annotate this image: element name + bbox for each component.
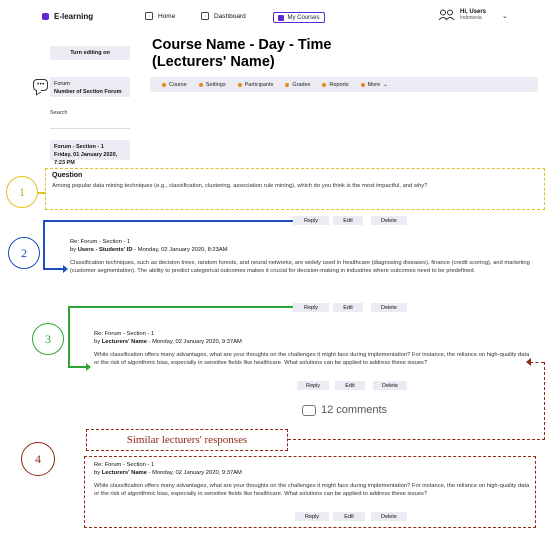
course-title-line1: Course Name - Day - Time <box>152 37 332 53</box>
tab-reports[interactable] <box>322 82 348 88</box>
reply-button[interactable] <box>297 381 329 390</box>
post2-by: by <box>70 247 78 253</box>
marker-2-line-top <box>43 220 293 222</box>
reply-button[interactable] <box>293 216 329 225</box>
post4-byline <box>94 469 532 477</box>
bullet-icon <box>361 83 365 87</box>
post-meta-date: Friday, 01 January 2020, 7:23 PM <box>54 152 118 166</box>
question-title: Question <box>52 172 83 179</box>
delete-label: Delete <box>381 513 397 520</box>
delete-button[interactable] <box>373 381 407 390</box>
delete-label: Delete <box>382 382 398 389</box>
tab-participants[interactable] <box>238 82 274 88</box>
search-input[interactable]: Search <box>50 110 68 116</box>
turn-editing-label: Turn editing on <box>70 50 110 56</box>
user-menu[interactable] <box>438 9 486 21</box>
marker-3-line-bottom <box>68 366 88 368</box>
search-underline <box>50 128 130 129</box>
chevron-down-icon: ⌄ <box>383 81 388 88</box>
brand-name: E-learning <box>54 12 94 21</box>
marker-3: 3 <box>32 323 64 355</box>
bullet-icon <box>199 83 203 87</box>
delete-button[interactable] <box>371 216 407 225</box>
forum-sub-label: Number of Section Forum <box>54 89 122 95</box>
reply-label: Reply <box>303 217 319 224</box>
edit-button[interactable] <box>333 303 363 312</box>
post3-date: - Monday, 02 January 2020, 9:37AM <box>146 339 242 345</box>
reply-button[interactable] <box>293 303 329 312</box>
bullet-icon <box>238 83 242 87</box>
nav-my-courses-label: My Courses <box>287 14 320 21</box>
tab-more-label: More <box>367 81 381 88</box>
student-reply-post <box>70 238 540 275</box>
brand-logo[interactable] <box>42 12 93 21</box>
similar-arrow-bottom <box>288 439 545 440</box>
marker-2: 2 <box>8 237 40 269</box>
nav-dashboard-label: Dashboard <box>214 12 246 20</box>
nav-home[interactable] <box>145 12 175 20</box>
edit-button[interactable] <box>333 512 365 521</box>
comments-count: 12 comments <box>321 404 388 416</box>
edit-label: Edit <box>343 304 353 311</box>
turn-editing-on-button[interactable] <box>50 46 130 60</box>
lecturer-reply-post <box>94 330 534 367</box>
grid-icon <box>145 12 153 20</box>
user-name: Hi, Users <box>460 9 487 15</box>
edit-label: Edit <box>343 217 353 224</box>
comments-link[interactable] <box>302 404 387 416</box>
course-tab-bar <box>150 77 538 92</box>
post2-author: Users - Students' ID <box>77 247 133 253</box>
edit-label: Edit <box>345 382 355 389</box>
post-meta-box <box>50 140 130 166</box>
tab-course[interactable] <box>162 82 187 88</box>
tab-grades[interactable] <box>285 82 310 88</box>
post3-author: Lecturers' Name <box>101 339 147 345</box>
question-text: Among popular data mining techniques (e.g., classification, clustering, association rule mining), which do you think is the most impactful, and why? <box>52 183 428 189</box>
marker-4: 4 <box>21 442 55 476</box>
tab-course-label: Course <box>169 81 187 88</box>
bullet-icon <box>322 83 326 87</box>
tab-settings-label: Settings <box>205 81 226 88</box>
similar-arrow-vertical <box>544 362 545 440</box>
edit-button[interactable] <box>335 381 365 390</box>
bullet-icon <box>162 83 166 87</box>
post3-by: by <box>94 339 102 345</box>
post2-title: Re: Forum - Section - 1 <box>70 239 131 245</box>
delete-button[interactable] <box>371 512 407 521</box>
forum-label: Forum <box>54 81 70 87</box>
course-title-line2: (Lecturers' Name) <box>152 54 275 70</box>
post3-title: Re: Forum - Section - 1 <box>94 331 155 337</box>
post4-by: by <box>94 470 102 476</box>
page-title <box>152 37 452 71</box>
courses-icon <box>278 15 284 21</box>
comment-icon <box>302 405 316 416</box>
marker-2-line-vertical <box>43 220 45 270</box>
similar-responses-label <box>86 429 288 451</box>
bullet-icon <box>285 83 289 87</box>
forum-chat-icon: ••• <box>33 79 48 91</box>
nav-home-label: Home <box>158 12 176 20</box>
tab-participants-label: Participants <box>244 81 274 88</box>
dashboard-icon <box>201 12 209 20</box>
post3-byline <box>94 338 534 346</box>
delete-label: Delete <box>381 304 397 311</box>
chevron-down-icon[interactable]: ⌄ <box>502 13 508 20</box>
reply-button[interactable] <box>295 512 329 521</box>
similar-arrow-top <box>530 362 544 363</box>
post4-text: While classification offers many advantages, what are your thoughts on the challenges it might face during implementation? For instance, the reliance on high-quality data or the risk of algorithmic bias, especially in sensitive fields like healthcare. What solutions can be applied to address these issues? <box>94 483 530 497</box>
post4-date: - Monday, 02 January 2020, 9:37AM <box>146 470 242 476</box>
similar-text: Similar lecturers' responses <box>126 434 248 446</box>
marker-2-line-bottom <box>43 268 65 270</box>
reply-label: Reply <box>303 304 319 311</box>
post2-text: Classification techniques, such as decision trees, random forests, and neural networks, are widely used in healthcare (diagnosing diseases), finance (credit scoring), and marketing (customer segmentation). The ability to predict categorical outcomes makes it crucial for decision-making in industries where outcomes need to be predefined. <box>70 260 530 274</box>
post-meta-title: Forum - Section - 1 <box>54 144 104 150</box>
marker-1: 1 <box>6 176 38 208</box>
marker-3-line-top <box>68 306 293 308</box>
edit-label: Edit <box>344 513 354 520</box>
user-location: Indonesia <box>460 15 482 21</box>
delete-label: Delete <box>381 217 397 224</box>
arrow-right-icon <box>63 265 68 273</box>
users-icon <box>438 9 456 21</box>
tab-settings[interactable] <box>199 82 226 88</box>
arrow-right-icon <box>86 363 91 371</box>
post2-date: - Monday, 02 January 2020, 8:23AM <box>132 247 228 253</box>
nav-dashboard[interactable] <box>201 12 246 20</box>
tab-grades-label: Grades <box>292 81 311 88</box>
reply-label: Reply <box>304 513 320 520</box>
post4-author: Lecturers' Name <box>101 470 147 476</box>
lecturer-similar-post <box>94 461 532 498</box>
marker-3-line-vertical <box>68 306 70 368</box>
arrow-left-icon <box>526 358 531 366</box>
tab-more[interactable] <box>361 82 388 88</box>
post4-title: Re: Forum - Section - 1 <box>94 462 155 468</box>
marker-1-connector <box>38 192 45 194</box>
question-post <box>45 168 545 210</box>
post3-text: While classification offers many advantages, what are your thoughts on the challenges it might face during implementation? For instance, the reliance on high-quality data or the risk of algorithmic bias, especially in sensitive fields like healthcare. What solutions can be applied to address these issues? <box>94 352 530 366</box>
brand-icon <box>42 13 49 20</box>
nav-my-courses[interactable] <box>273 12 325 23</box>
reply-label: Reply <box>305 382 321 389</box>
forum-sidebar-item[interactable] <box>50 77 130 97</box>
delete-button[interactable] <box>371 303 407 312</box>
post2-byline <box>70 246 540 254</box>
tab-reports-label: Reports <box>329 81 349 88</box>
edit-button[interactable] <box>333 216 363 225</box>
